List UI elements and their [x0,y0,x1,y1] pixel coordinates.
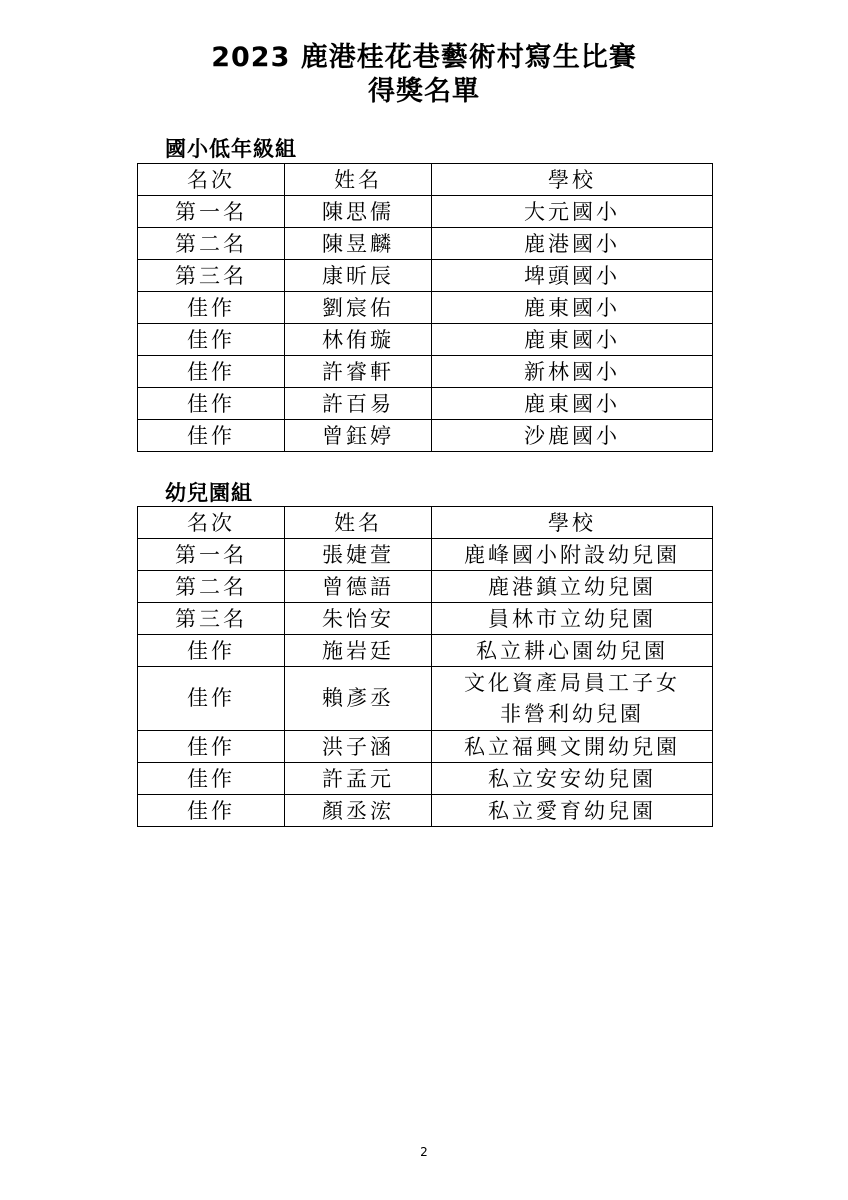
name-cell: 陳昱麟 [285,228,432,260]
table-row [138,388,713,420]
table-row [138,539,713,571]
table-row [138,763,713,795]
table-row [138,228,713,260]
table-row [138,795,713,827]
school-cell: 鹿東國小 [432,388,713,420]
rank-cell: 佳作 [138,731,285,763]
rank-cell: 第一名 [138,539,285,571]
school-cell [432,667,713,731]
school-cell-line-1: 文化資產局員工子女 [464,670,680,695]
table-row [138,292,713,324]
table-row [138,731,713,763]
school-cell-line-2: 非營利幼兒園 [500,701,644,726]
table-row [138,196,713,228]
page-number: 2 [420,1145,428,1159]
school-cell: 大元國小 [432,196,713,228]
table-row [138,420,713,452]
school-cell: 員林市立幼兒園 [432,603,713,635]
name-cell: 許百易 [285,388,432,420]
rank-cell: 佳作 [138,292,285,324]
header-name: 姓名 [285,164,432,196]
school-cell: 私立安安幼兒園 [432,763,713,795]
name-cell: 施岩廷 [285,635,432,667]
header-school: 學校 [432,164,713,196]
header-name: 姓名 [285,507,432,539]
rank-cell: 佳作 [138,420,285,452]
table-row [138,667,713,731]
name-cell: 林侑璇 [285,324,432,356]
rank-cell: 第二名 [138,228,285,260]
rank-cell: 第一名 [138,196,285,228]
document-subtitle: 得獎名單 [368,76,480,107]
name-cell: 洪子涵 [285,731,432,763]
table-row [138,356,713,388]
header-school: 學校 [432,507,713,539]
name-cell: 許孟元 [285,763,432,795]
school-cell: 鹿東國小 [432,324,713,356]
section-heading-elementary: 國小低年級組 [165,137,297,161]
name-cell: 顏丞浤 [285,795,432,827]
table-row [138,260,713,292]
name-cell: 賴彥丞 [285,667,432,731]
school-cell: 埤頭國小 [432,260,713,292]
award-table-kindergarten [137,506,713,827]
school-cell: 鹿東國小 [432,292,713,324]
rank-cell: 佳作 [138,324,285,356]
table-row [138,603,713,635]
school-cell: 鹿港鎮立幼兒園 [432,571,713,603]
table-row [138,635,713,667]
rank-cell: 第二名 [138,571,285,603]
header-rank: 名次 [138,164,285,196]
school-cell: 私立福興文開幼兒園 [432,731,713,763]
rank-cell: 佳作 [138,667,285,731]
name-cell: 康昕辰 [285,260,432,292]
award-table-elementary [137,163,713,452]
name-cell: 張婕萱 [285,539,432,571]
rank-cell: 佳作 [138,763,285,795]
rank-cell: 佳作 [138,635,285,667]
school-cell: 鹿峰國小附設幼兒園 [432,539,713,571]
name-cell: 劉宸佑 [285,292,432,324]
table-header-row [138,164,713,196]
document-title: 2023 鹿港桂花巷藝術村寫生比賽 [211,42,637,73]
rank-cell: 佳作 [138,795,285,827]
school-cell: 沙鹿國小 [432,420,713,452]
table-header-row [138,507,713,539]
name-cell: 許睿軒 [285,356,432,388]
school-cell: 新林國小 [432,356,713,388]
school-cell: 私立耕心園幼兒園 [432,635,713,667]
school-cell: 鹿港國小 [432,228,713,260]
school-cell: 私立愛育幼兒園 [432,795,713,827]
header-rank: 名次 [138,507,285,539]
table-row [138,571,713,603]
rank-cell: 第三名 [138,603,285,635]
name-cell: 朱怡安 [285,603,432,635]
name-cell: 陳思儒 [285,196,432,228]
rank-cell: 佳作 [138,388,285,420]
name-cell: 曾鈺婷 [285,420,432,452]
name-cell: 曾德語 [285,571,432,603]
section-heading-kindergarten: 幼兒園組 [165,481,253,505]
rank-cell: 第三名 [138,260,285,292]
rank-cell: 佳作 [138,356,285,388]
table-row [138,324,713,356]
